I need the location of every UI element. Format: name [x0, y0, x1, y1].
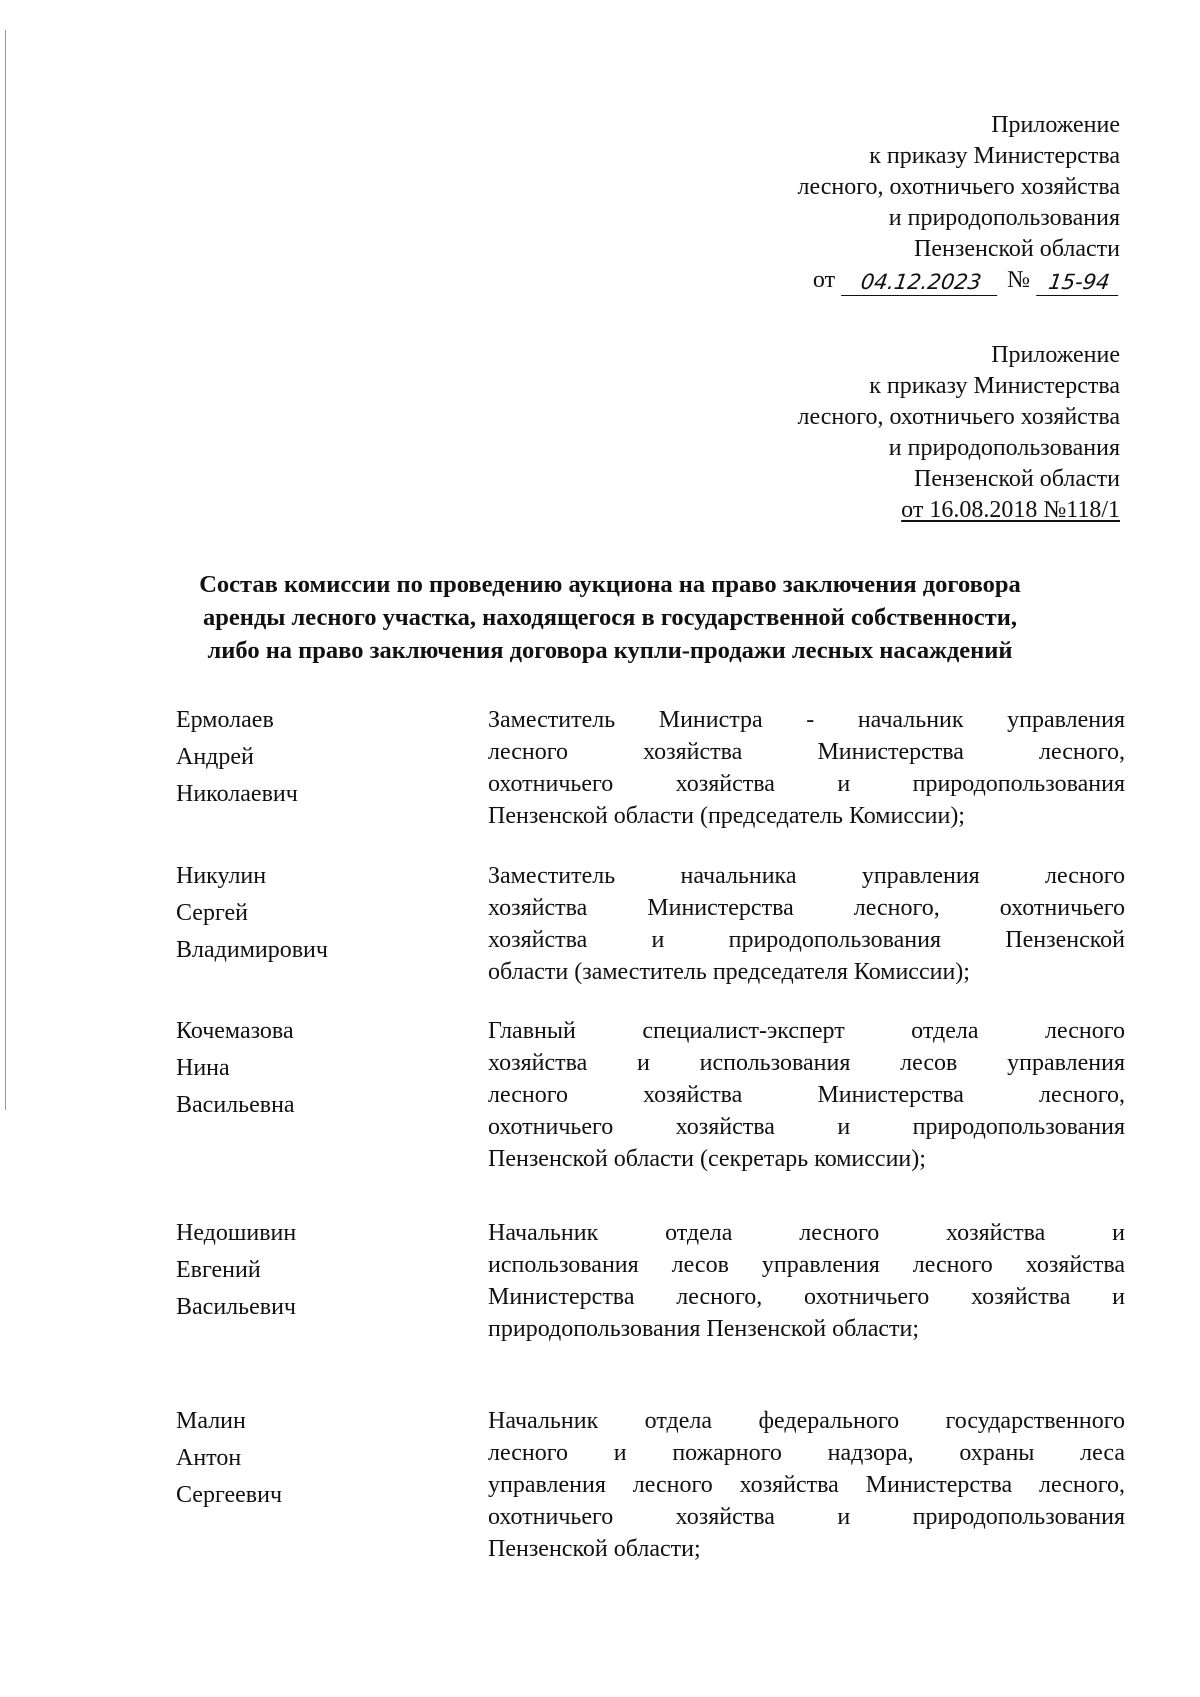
role-line: использования лесов управления лесного хозяйства — [488, 1252, 1125, 1278]
role-line: Заместитель Министра - начальник управления — [488, 707, 1125, 733]
role-line: охотничьего хозяйства и природопользования — [488, 771, 1125, 797]
appendix-line: к приказу Министерства — [869, 373, 1120, 399]
role-line: лесного хозяйства Министерства лесного, — [488, 739, 1125, 765]
role-line: области (заместитель председателя Комиссии); — [488, 959, 970, 985]
member-role — [488, 704, 1125, 832]
member-patronymic: Владимирович — [176, 937, 328, 963]
member-role — [488, 1015, 1125, 1175]
member-first-name: Сергей — [176, 900, 248, 926]
member-name — [176, 1013, 456, 1124]
date-prefix: от — [812, 267, 836, 293]
member-name — [176, 1403, 456, 1514]
member-surname: Малин — [176, 1408, 246, 1434]
member-patronymic: Николаевич — [176, 781, 298, 807]
member-name — [176, 702, 456, 813]
member-surname: Никулин — [176, 863, 267, 889]
order-date-line — [520, 265, 1120, 296]
member-first-name: Антон — [176, 1445, 242, 1471]
role-line: Главный специалист-эксперт отдела лесного — [488, 1018, 1125, 1044]
role-line: Министерства лесного, охотничьего хозяйства и — [488, 1284, 1125, 1310]
scan-edge-line — [5, 30, 6, 1110]
role-line: природопользования Пензенской области; — [488, 1316, 920, 1342]
appendix-line: Пензенской области — [914, 466, 1120, 492]
role-line: лесного хозяйства Министерства лесного, — [488, 1082, 1125, 1108]
handwritten-number: 15-94 — [1036, 269, 1122, 296]
number-sign: № — [1007, 267, 1030, 293]
member-name — [176, 1215, 456, 1326]
appendix-line: Приложение — [991, 342, 1120, 368]
member-role — [488, 860, 1125, 988]
member-name — [176, 858, 456, 969]
member-surname: Кочемазова — [176, 1018, 294, 1044]
member-first-name: Евгений — [176, 1257, 261, 1283]
role-line: управления лесного хозяйства Министерства лесного, — [488, 1472, 1125, 1498]
member-first-name: Нина — [176, 1055, 230, 1081]
role-line: Пензенской области (секретарь комиссии); — [488, 1146, 926, 1172]
document-title — [150, 568, 1070, 667]
original-order-reference: от 16.08.2018 №118/1 — [901, 497, 1120, 523]
appendix-line: лесного, охотничьего хозяйства — [797, 174, 1120, 200]
member-patronymic: Васильевич — [176, 1294, 296, 1320]
role-line: хозяйства Министерства лесного, охотничьего — [488, 895, 1125, 921]
member-role — [488, 1217, 1125, 1345]
appendix-header-current — [520, 110, 1120, 296]
appendix-header-original — [520, 340, 1120, 526]
title-line: Состав комиссии по проведению аукциона на право заключения договора — [199, 571, 1021, 598]
role-line: охотничьего хозяйства и природопользования — [488, 1114, 1125, 1140]
member-patronymic: Сергеевич — [176, 1482, 283, 1508]
member-surname: Недошивин — [176, 1220, 297, 1246]
member-patronymic: Васильевна — [176, 1092, 295, 1118]
title-line: аренды лесного участка, находящегося в государственной собственности, — [203, 604, 1017, 631]
role-line: лесного и пожарного надзора, охраны леса — [488, 1440, 1125, 1466]
appendix-line: и природопользования — [888, 205, 1120, 231]
member-surname: Ермолаев — [176, 707, 274, 733]
appendix-line: Приложение — [991, 112, 1120, 138]
role-line: хозяйства и природопользования Пензенской — [488, 927, 1125, 953]
role-line: Начальник отдела лесного хозяйства и — [488, 1220, 1125, 1246]
role-line: Пензенской области; — [488, 1536, 701, 1562]
role-line: хозяйства и использования лесов управления — [488, 1050, 1125, 1076]
role-line: охотничьего хозяйства и природопользования — [488, 1504, 1125, 1530]
appendix-line: к приказу Министерства — [869, 143, 1120, 169]
handwritten-date: 04.12.2023 — [841, 269, 1001, 296]
appendix-line: лесного, охотничьего хозяйства — [797, 404, 1120, 430]
member-role — [488, 1405, 1125, 1565]
role-line: Заместитель начальника управления лесного — [488, 863, 1125, 889]
role-line: Пензенской области (председатель Комиссии); — [488, 803, 965, 829]
member-first-name: Андрей — [176, 744, 254, 770]
appendix-line: Пензенской области — [914, 236, 1120, 262]
role-line: Начальник отдела федерального государственного — [488, 1408, 1125, 1434]
title-line: либо на право заключения договора купли-продажи лесных насаждений — [207, 637, 1013, 664]
appendix-line: и природопользования — [888, 435, 1120, 461]
